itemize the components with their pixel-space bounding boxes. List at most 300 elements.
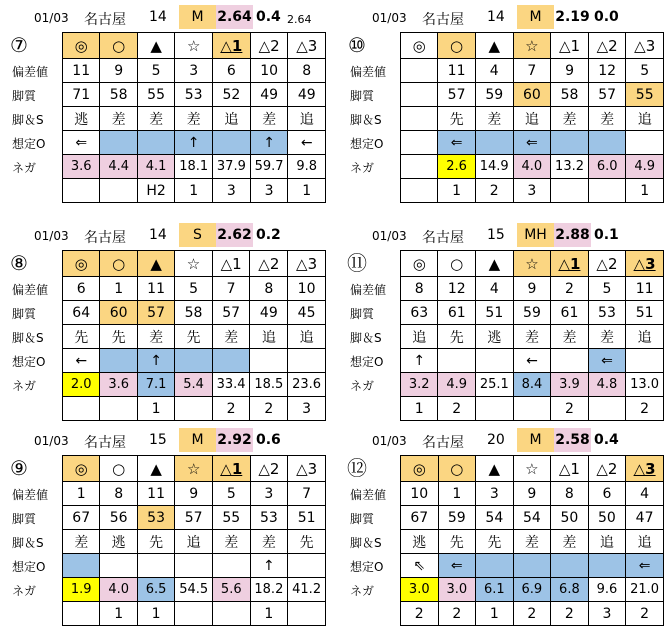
horse-cell: 10 (288, 277, 326, 301)
legs-cell (475, 131, 513, 155)
race-card (344, 222, 664, 422)
style-cell: 追 (213, 107, 251, 131)
odds-row (401, 373, 664, 397)
dev-cell: 59 (475, 83, 513, 107)
nega-cell: 2 (626, 602, 664, 626)
style-cell: 追 (250, 325, 288, 349)
nega-cell (175, 602, 213, 626)
nega-cell: 2 (401, 602, 439, 626)
style-cell: 差 (551, 107, 589, 131)
style-cell: 逃 (475, 325, 513, 349)
race-date: 01/03 (34, 434, 69, 448)
odds-row (401, 155, 664, 179)
mark-cell: ☆ (513, 456, 551, 482)
style-cell: 差 (513, 530, 551, 554)
nega-row (401, 179, 664, 203)
style-cell: 追 (288, 325, 326, 349)
odds-cell: 23.6 (288, 373, 326, 397)
nega-cell: 3 (213, 179, 251, 203)
race-number: 15 (487, 227, 505, 243)
horse-row (401, 482, 664, 506)
dev-cell: 49 (250, 83, 288, 107)
dev-cell: 53 (137, 506, 174, 530)
odds-cell: 4.8 (588, 373, 626, 397)
mark-cell: △2 (250, 33, 288, 59)
row-label-style: 脚質 (12, 307, 37, 321)
row-label-style: 脚質 (12, 89, 37, 103)
race-type-badge: M (517, 428, 554, 452)
mark-cell: △2 (588, 33, 626, 59)
row-label-dev: 偏差値 (12, 488, 49, 502)
legs-cell (175, 554, 213, 578)
legs-cell: ↑ (250, 554, 288, 578)
style-cell: 先 (175, 325, 212, 349)
legs-cell: ⇐ (438, 554, 476, 578)
nega-cell: 1 (288, 179, 326, 203)
nega-cell (288, 602, 326, 626)
style-cell: 差 (137, 107, 174, 131)
mark-cell: ▲ (476, 456, 514, 482)
style-cell: 逃 (63, 107, 100, 131)
odds-cell: 9.8 (288, 155, 326, 179)
odds-cell: 6.9 (513, 578, 551, 602)
row-label-odds: 想定O (350, 560, 384, 574)
mark-cell: ☆ (513, 251, 550, 277)
style-cell: 逃 (100, 530, 137, 554)
dev-cell: 61 (438, 301, 475, 325)
mark-cell: ▲ (137, 33, 174, 59)
style-cell: 差 (63, 530, 100, 554)
style-row (63, 530, 326, 554)
race-number: 20 (487, 432, 505, 448)
row-labels (350, 483, 406, 603)
style-cell: 差 (475, 107, 513, 131)
odds-cell: 41.2 (288, 578, 326, 602)
dev-cell: 53 (250, 506, 288, 530)
nega-row (401, 397, 664, 421)
dev-cell: 56 (100, 506, 137, 530)
nega-cell: 1 (438, 179, 476, 203)
legs-cell (513, 554, 551, 578)
odds-cell: 3.9 (551, 373, 589, 397)
legs-cell (63, 554, 100, 578)
odds-cell: 4.4 (100, 155, 137, 179)
odds-cell: 14.9 (475, 155, 513, 179)
race-index-primary: 2.19 (555, 9, 590, 25)
race-header (344, 4, 664, 30)
legs-cell (100, 131, 137, 155)
race-circle-number: ⑨ (10, 456, 28, 480)
legs-cell (551, 131, 589, 155)
odds-cell: 2.6 (438, 155, 476, 179)
dev-row (401, 506, 664, 530)
dev-cell: 58 (175, 301, 212, 325)
mark-cell: △3 (288, 251, 326, 277)
race-header (344, 427, 664, 453)
horse-cell: 6 (63, 277, 100, 301)
legs-row (63, 349, 326, 373)
legs-cell (551, 349, 589, 373)
race-date: 01/03 (372, 11, 407, 25)
odds-cell: 3.0 (401, 578, 439, 602)
style-cell: 差 (551, 325, 589, 349)
race-type-badge: MH (517, 223, 554, 247)
row-label-style: 脚質 (350, 512, 375, 526)
race-grid (62, 250, 326, 421)
dev-cell: 59 (438, 506, 476, 530)
row-label-nega: ネガ (350, 584, 375, 598)
race-type-badge: M (179, 428, 216, 452)
legs-cell (100, 554, 137, 578)
nega-row (63, 397, 326, 421)
marks-row (63, 33, 326, 59)
odds-cell: 3.0 (438, 578, 476, 602)
race-circle-number: ⑩ (348, 33, 366, 57)
mark-cell: ◎ (63, 456, 100, 482)
horse-cell: 12 (588, 59, 626, 83)
race-venue: 名古屋 (84, 435, 126, 451)
legs-row (401, 349, 664, 373)
race-card (344, 4, 664, 204)
mark-cell: △3 (626, 251, 664, 277)
legs-cell (626, 131, 664, 155)
style-cell: 差 (250, 530, 288, 554)
style-cell (401, 107, 438, 131)
mark-cell: △3 (626, 33, 664, 59)
style-cell: 先 (438, 107, 476, 131)
nega-cell: 1 (626, 179, 664, 203)
style-cell: 差 (175, 107, 213, 131)
race-card (6, 222, 326, 422)
horse-row (63, 482, 326, 506)
dev-cell: 55 (213, 506, 250, 530)
nega-cell: 2 (438, 602, 476, 626)
nega-cell (401, 179, 438, 203)
dev-cell: 55 (137, 83, 174, 107)
odds-cell: 1.9 (63, 578, 100, 602)
nega-cell: 2 (513, 602, 551, 626)
race-grid (62, 455, 326, 626)
odds-cell: 6.0 (588, 155, 626, 179)
odds-row (63, 155, 326, 179)
race-grid (400, 250, 664, 421)
race-circle-number: ⑪ (347, 251, 367, 275)
horse-cell: 5 (588, 277, 626, 301)
dev-cell: 54 (513, 506, 551, 530)
nega-cell (63, 602, 100, 626)
horse-cell: 11 (137, 482, 174, 506)
style-cell: 差 (250, 107, 288, 131)
row-label-legs: 脚＆S (350, 331, 382, 345)
style-cell: 差 (588, 325, 626, 349)
dev-cell: 55 (626, 83, 664, 107)
race-circle-number: ⑫ (347, 456, 367, 480)
odds-row (63, 373, 326, 397)
mark-cell: ◎ (63, 251, 100, 277)
race-header (6, 4, 326, 30)
legs-cell: ⇖ (401, 554, 439, 578)
horse-cell: 4 (475, 59, 513, 83)
mark-cell: ▲ (137, 456, 174, 482)
horse-cell: 4 (475, 277, 513, 301)
mark-cell: △1 (213, 456, 250, 482)
race-grid (400, 32, 664, 203)
dev-cell: 60 (513, 83, 551, 107)
race-circle-number: ⑦ (10, 33, 28, 57)
dev-cell: 54 (476, 506, 514, 530)
style-row (63, 107, 326, 131)
mark-cell: ◎ (63, 33, 100, 59)
nega-cell: 2 (551, 397, 589, 421)
legs-cell (626, 349, 664, 373)
odds-cell: 4.1 (137, 155, 174, 179)
legs-cell (288, 349, 326, 373)
odds-cell: 6.5 (137, 578, 174, 602)
nega-cell: 2 (438, 397, 475, 421)
odds-cell: 5.6 (213, 578, 250, 602)
legs-cell (213, 131, 251, 155)
horse-cell: 3 (250, 482, 288, 506)
nega-cell: 3 (588, 602, 626, 626)
marks-row (63, 456, 326, 482)
nega-cell (513, 397, 550, 421)
nega-cell: 3 (288, 397, 326, 421)
legs-cell (438, 349, 475, 373)
race-circle-number: ⑧ (10, 251, 28, 275)
odds-cell: 13.2 (551, 155, 589, 179)
marks-row (401, 33, 664, 59)
race-header (344, 222, 664, 248)
dev-cell: 53 (175, 83, 213, 107)
style-row (401, 107, 664, 131)
dev-cell (401, 83, 438, 107)
odds-cell: 21.0 (626, 578, 664, 602)
odds-cell: 8.4 (513, 373, 550, 397)
odds-cell (401, 155, 438, 179)
horse-row (63, 59, 326, 83)
nega-cell: 1 (137, 397, 174, 421)
legs-cell: ⇐ (513, 131, 551, 155)
mark-cell: ☆ (175, 33, 213, 59)
mark-cell: ◎ (401, 33, 438, 59)
odds-cell: 37.9 (213, 155, 251, 179)
mark-cell: △2 (250, 456, 288, 482)
nega-cell: 2 (250, 397, 288, 421)
legs-row (401, 554, 664, 578)
horse-cell: 3 (175, 59, 213, 83)
horse-cell: 3 (476, 482, 514, 506)
odds-cell: 18.1 (175, 155, 213, 179)
row-label-style: 脚質 (350, 89, 375, 103)
row-label-dev: 偏差値 (350, 65, 387, 79)
style-row (63, 325, 326, 349)
mark-cell: ▲ (475, 251, 513, 277)
race-venue: 名古屋 (84, 12, 126, 28)
row-label-odds: 想定O (12, 560, 46, 574)
dev-cell: 47 (626, 506, 664, 530)
horse-cell (401, 59, 438, 83)
horse-cell: 2 (551, 277, 589, 301)
mark-cell: ◎ (401, 251, 438, 277)
nega-cell: 2 (212, 397, 250, 421)
horse-cell: 10 (401, 482, 439, 506)
legs-cell (212, 349, 250, 373)
row-label-dev: 偏差値 (12, 283, 49, 297)
row-labels (12, 60, 68, 180)
style-cell: 差 (551, 530, 589, 554)
mark-cell: ☆ (175, 456, 213, 482)
dev-cell: 53 (588, 301, 626, 325)
mark-cell: ☆ (513, 33, 551, 59)
race-card (6, 4, 326, 204)
horse-cell: 5 (626, 59, 664, 83)
mark-cell: ◎ (401, 456, 439, 482)
dev-cell: 67 (401, 506, 439, 530)
mark-cell: ○ (100, 456, 137, 482)
race-index-secondary: 0.4 (256, 9, 281, 25)
dev-cell: 57 (175, 506, 213, 530)
mark-cell: △1 (551, 33, 589, 59)
dev-row (401, 83, 664, 107)
horse-cell: 5 (213, 482, 250, 506)
row-label-odds: 想定O (350, 137, 384, 151)
race-index-primary: 2.58 (554, 428, 591, 452)
row-label-legs: 脚＆S (12, 113, 44, 127)
horse-cell: 1 (438, 482, 476, 506)
race-index-primary: 2.92 (216, 428, 253, 452)
row-labels (350, 278, 406, 398)
style-cell: 追 (513, 107, 551, 131)
row-label-dev: 偏差値 (350, 488, 387, 502)
dev-row (401, 301, 664, 325)
odds-cell: 6.8 (551, 578, 589, 602)
dev-cell: 45 (288, 301, 326, 325)
horse-cell: 7 (288, 482, 326, 506)
race-number: 14 (149, 9, 167, 25)
nega-cell: 1 (476, 602, 514, 626)
dev-cell: 51 (288, 506, 326, 530)
nega-cell (100, 179, 137, 203)
row-label-nega: ネガ (350, 161, 375, 175)
race-header (6, 222, 326, 248)
dev-cell: 49 (288, 83, 326, 107)
race-venue: 名古屋 (84, 230, 126, 246)
race-index-tertiary: 2.64 (287, 13, 312, 26)
mark-cell: ○ (100, 251, 137, 277)
nega-cell (175, 397, 212, 421)
legs-cell (213, 554, 250, 578)
legs-cell (175, 349, 212, 373)
odds-cell: 33.4 (212, 373, 250, 397)
dev-cell: 58 (551, 83, 589, 107)
mark-cell: △1 (212, 251, 250, 277)
mark-cell: △1 (213, 33, 251, 59)
horse-row (63, 277, 326, 301)
row-labels (12, 483, 68, 603)
nega-cell: 1 (175, 179, 213, 203)
mark-cell: ○ (100, 33, 137, 59)
horse-row (401, 277, 664, 301)
style-cell: 追 (288, 107, 326, 131)
horse-cell: 11 (63, 59, 100, 83)
style-cell: 差 (137, 325, 174, 349)
race-card (6, 427, 326, 627)
odds-cell: 9.6 (588, 578, 626, 602)
legs-cell (288, 554, 326, 578)
nega-row (63, 602, 326, 626)
nega-cell (63, 397, 100, 421)
horse-cell: 8 (288, 59, 326, 83)
nega-cell: 3 (250, 179, 288, 203)
odds-cell: 3.6 (100, 373, 137, 397)
horse-cell: 6 (213, 59, 251, 83)
legs-cell: ← (288, 131, 326, 155)
odds-cell: 25.1 (475, 373, 513, 397)
race-number: 15 (149, 432, 167, 448)
style-cell: 追 (626, 107, 664, 131)
dev-cell: 61 (551, 301, 589, 325)
horse-cell: 5 (137, 59, 174, 83)
legs-cell: ← (63, 349, 100, 373)
marks-row (63, 251, 326, 277)
horse-cell: 9 (551, 59, 589, 83)
legs-row (63, 131, 326, 155)
style-cell: 先 (100, 325, 137, 349)
style-cell: 差 (100, 107, 137, 131)
dev-cell: 64 (63, 301, 100, 325)
legs-cell (551, 554, 589, 578)
nega-cell: 1 (137, 602, 174, 626)
legs-cell: ↑ (250, 131, 288, 155)
dev-cell: 67 (63, 506, 100, 530)
odds-cell: 6.1 (476, 578, 514, 602)
race-number: 14 (487, 9, 505, 25)
nega-cell: 3 (513, 179, 551, 203)
race-card (344, 427, 664, 627)
horse-cell: 7 (212, 277, 250, 301)
dev-cell: 57 (588, 83, 626, 107)
odds-cell: 4.9 (626, 155, 664, 179)
style-cell: 追 (401, 325, 438, 349)
style-cell: 先 (438, 530, 476, 554)
horse-cell: 9 (100, 59, 137, 83)
dev-cell: 51 (475, 301, 513, 325)
nega-cell (588, 397, 626, 421)
odds-row (401, 578, 664, 602)
legs-cell (250, 349, 288, 373)
style-cell: 差 (213, 530, 250, 554)
legs-cell (137, 554, 174, 578)
nega-cell: 1 (401, 397, 438, 421)
horse-cell: 1 (63, 482, 100, 506)
race-index-primary: 2.62 (216, 223, 253, 247)
style-cell: 先 (288, 530, 326, 554)
nega-cell (475, 397, 513, 421)
race-date: 01/03 (372, 434, 407, 448)
style-cell: 差 (588, 107, 626, 131)
race-type-badge: M (179, 5, 216, 29)
row-label-nega: ネガ (12, 584, 37, 598)
style-cell: 逃 (401, 530, 439, 554)
row-label-legs: 脚＆S (12, 536, 44, 550)
nega-cell: 2 (626, 397, 664, 421)
row-label-legs: 脚＆S (12, 331, 44, 345)
mark-cell: ○ (438, 33, 476, 59)
nega-row (63, 179, 326, 203)
marks-row (401, 251, 664, 277)
mark-cell: △3 (626, 456, 664, 482)
horse-cell: 9 (513, 482, 551, 506)
